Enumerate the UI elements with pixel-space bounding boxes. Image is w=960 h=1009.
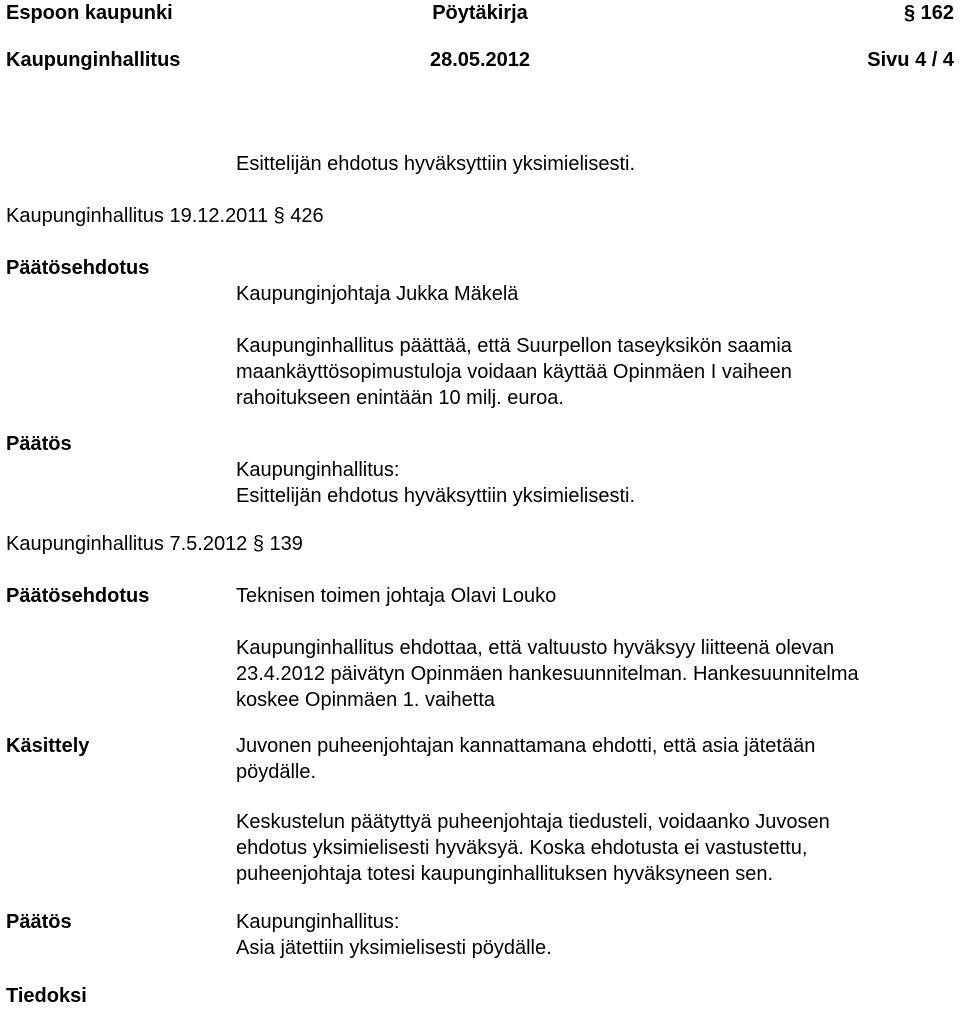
handling-text	[236, 809, 830, 887]
text-line: koskee Opinmäen 1. vaihetta	[236, 689, 496, 711]
proposal-text	[236, 635, 859, 713]
decision-text: Asia jätettiin yksimielisesti pöydälle.	[236, 937, 552, 959]
text-line: puheenjohtaja totesi kaupunginhallituksen hyväksyneen sen.	[236, 863, 774, 885]
previous-decision-text: Esittelijän ehdotus hyväksyttiin yksimielisesti.	[236, 153, 636, 175]
text-line: ehdotus yksimielisesti hyväksyä. Koska ehdotusta ei vastustettu,	[236, 837, 808, 859]
text-line: Keskustelun päätyttyä puheenjohtaja tiedusteli, voidaanko Juvosen	[236, 811, 830, 833]
meeting-reference: Kaupunginhallitus 7.5.2012 § 139	[6, 533, 303, 555]
text-line: pöydälle.	[236, 761, 317, 783]
text-line: Kaupunginhallitus ehdottaa, että valtuusto hyväksyy liitteenä olevan	[236, 637, 835, 659]
text-line: maankäyttösopimustuloja voidaan käyttää Opinmäen I vaiheen	[236, 361, 792, 383]
handling-text	[236, 733, 815, 785]
presenter: Kaupunginjohtaja Jukka Mäkelä	[236, 283, 519, 305]
text-line: Kaupunginhallitus päättää, että Suurpellon taseyksikön saamia	[236, 335, 792, 357]
page-number: Sivu 4 / 4	[867, 49, 954, 71]
text-line: Juvonen puheenjohtajan kannattamana ehdotti, että asia jätetään	[236, 735, 816, 757]
text-line: rahoitukseen enintään 10 milj. euroa.	[236, 387, 564, 409]
proposal-text	[236, 333, 792, 411]
meeting-reference: Kaupunginhallitus 19.12.2011 § 426	[6, 205, 324, 227]
city-name: Espoon kaupunki	[6, 2, 173, 24]
proposal-label: Päätösehdotus	[6, 257, 150, 279]
decision-label: Päätös	[6, 433, 72, 455]
decision-label: Päätös	[6, 911, 72, 933]
proposal-label: Päätösehdotus	[6, 585, 150, 607]
decision-text: Esittelijän ehdotus hyväksyttiin yksimielisesti.	[236, 485, 636, 507]
decision-body: Kaupunginhallitus:	[236, 459, 400, 481]
meeting-date: 28.05.2012	[429, 49, 531, 71]
section-number: § 162	[903, 2, 954, 24]
header-body: Kaupunginhallitus	[6, 49, 181, 71]
document-type: Pöytäkirja	[432, 2, 528, 24]
text-line: 23.4.2012 päivätyn Opinmäen hankesuunnitelman. Hankesuunnitelma	[236, 663, 859, 685]
info-label: Tiedoksi	[6, 985, 87, 1007]
presenter: Teknisen toimen johtaja Olavi Louko	[236, 585, 557, 607]
decision-body: Kaupunginhallitus:	[236, 911, 400, 933]
handling-label: Käsittely	[6, 735, 90, 757]
